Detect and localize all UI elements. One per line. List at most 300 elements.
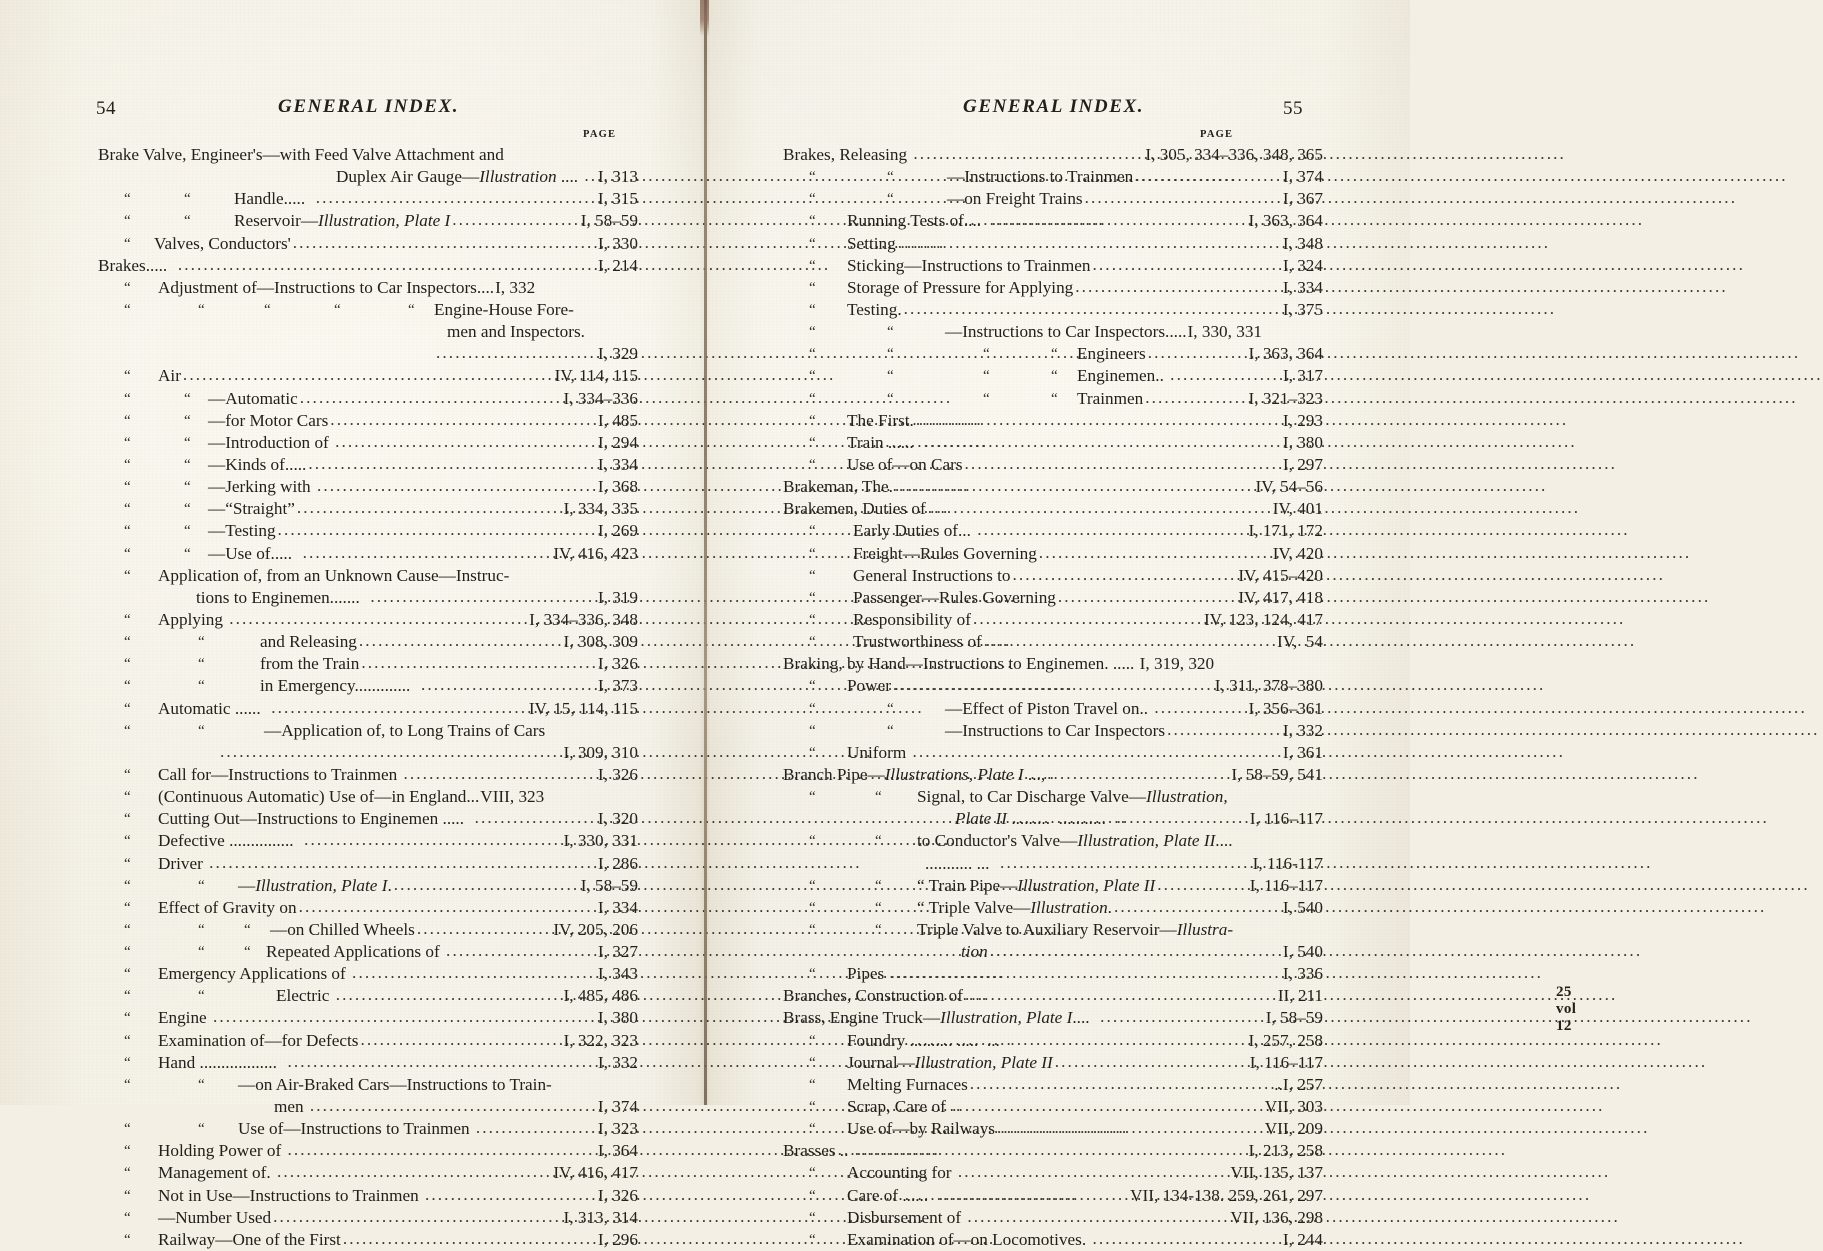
index-entry	[783, 210, 1323, 232]
index-entry	[98, 166, 638, 188]
index-entry-text: —Kinds of.....	[208, 454, 307, 474]
ditto-mark: “	[809, 744, 816, 761]
ditto-mark: “	[809, 678, 816, 695]
index-entry	[783, 587, 1323, 609]
index-entry-text: Brasses ..	[783, 1141, 853, 1161]
dot-leader	[1075, 276, 1280, 298]
index-entry-text: Setting	[847, 233, 896, 253]
dot-leader	[1145, 387, 1245, 409]
index-entry-reference: I, 311, 378–380	[1214, 676, 1323, 696]
ditto-mark: “	[875, 789, 882, 806]
ditto-mark: “	[184, 501, 191, 518]
index-entry	[783, 277, 1323, 299]
ditto-mark: “	[809, 169, 816, 186]
dot-leader	[1010, 1029, 1245, 1051]
ditto-mark: “	[809, 722, 816, 739]
index-entry	[98, 853, 638, 875]
index-entry	[783, 609, 1323, 631]
index-entry-reference: I, 213, 258	[1248, 1141, 1323, 1161]
dot-leader	[361, 652, 595, 674]
index-entry-reference: I, 320	[597, 809, 638, 829]
ditto-mark: “	[124, 279, 131, 296]
ditto-mark: “	[184, 412, 191, 429]
index-entry-reference: I, 326	[597, 764, 638, 784]
index-entry-text: Trainmen	[1077, 388, 1144, 408]
dot-leader	[403, 763, 594, 785]
index-entry-reference: I, 257, 258	[1248, 1030, 1323, 1050]
book-gutter	[704, 0, 707, 1105]
index-entry	[98, 543, 638, 565]
page-folio-left: 54	[96, 98, 116, 119]
index-entry	[98, 1207, 638, 1229]
index-entry	[783, 1074, 1323, 1096]
index-entry-text: Use of—by Railways	[847, 1119, 995, 1139]
index-entry	[98, 210, 638, 232]
ditto-mark: “	[124, 722, 131, 739]
index-entry	[98, 565, 638, 587]
dot-leader	[898, 232, 1280, 254]
ditto-mark: “	[887, 346, 894, 363]
index-entry-text: Running Tests of....	[847, 211, 990, 231]
index-entry	[98, 277, 638, 299]
dot-leader	[970, 1073, 1272, 1095]
ditto-mark: “	[809, 966, 816, 983]
index-entry-text: Defective ...............	[158, 831, 303, 851]
index-entry	[783, 1030, 1323, 1052]
index-entry-text: —Number Used	[158, 1207, 272, 1227]
index-entry	[783, 1096, 1323, 1118]
index-entry-text: —for Motor Cars	[208, 410, 329, 430]
index-entry-reference: I, 356–361	[1248, 698, 1323, 718]
index-entry	[98, 720, 638, 742]
index-entry-reference: I, 326	[597, 1185, 638, 1205]
dot-leader	[229, 608, 526, 630]
ditto-mark: “	[887, 368, 894, 385]
ditto-mark: “	[124, 1121, 131, 1138]
index-entry-text: Train ......	[847, 432, 923, 452]
index-entry-reference: I, 116–117	[1249, 875, 1323, 895]
index-entry-text: Engine-House Fore-	[434, 299, 574, 319]
dot-leader	[939, 1184, 1127, 1206]
index-entry	[98, 476, 638, 498]
index-entry-text: Branch Pipe—Illustrations, Plate I ...,	[783, 764, 1046, 784]
index-entry-reference: VII, 135, 137	[1230, 1163, 1323, 1183]
index-entry	[783, 410, 1323, 432]
index-entry-reference: I, 315	[597, 189, 638, 209]
ditto-mark: “	[809, 324, 816, 341]
index-entry-reference: I, 319	[597, 587, 638, 607]
ditto-mark: “	[875, 899, 882, 916]
dot-leader	[958, 1161, 1228, 1183]
ditto-mark: “	[198, 1121, 205, 1138]
index-entry	[783, 720, 1323, 742]
index-entry-reference: IV, 123, 124, 417	[1203, 609, 1323, 629]
index-entry	[783, 897, 1323, 919]
ditto-mark: “	[809, 1032, 816, 1049]
ditto-mark: “	[198, 988, 205, 1005]
ditto-mark: “	[809, 1231, 816, 1248]
index-entry	[783, 432, 1323, 454]
index-entry-text: —Application of, to Long Trains of Cars	[264, 720, 546, 740]
dot-leader	[343, 1228, 595, 1250]
index-entry-reference: I, 334	[1282, 277, 1323, 297]
dot-leader	[317, 475, 595, 497]
ditto-mark: “	[124, 213, 131, 230]
index-entry-reference: I, 296	[597, 1229, 638, 1249]
dot-leader	[287, 1139, 594, 1161]
running-head-left: GENERAL INDEX.	[278, 96, 460, 117]
index-entry	[98, 897, 638, 919]
ditto-mark: “	[809, 213, 816, 230]
index-entry-text: Automatic ......	[158, 698, 270, 718]
dot-leader	[904, 298, 1280, 320]
index-entry-reference: I, 313	[597, 167, 638, 187]
dot-leader	[967, 1206, 1227, 1228]
index-entry	[98, 875, 638, 897]
dot-leader	[304, 829, 560, 851]
ditto-mark: “	[264, 301, 271, 318]
dot-leader	[273, 1206, 560, 1228]
index-entry	[783, 543, 1323, 565]
index-entry-text: tion	[961, 942, 988, 962]
index-entry-text: Care of ......	[847, 1185, 937, 1205]
index-entry-text: Journal—Illustration, Plate II	[847, 1052, 1053, 1072]
index-entry	[98, 808, 638, 830]
ditto-mark: “	[124, 634, 131, 651]
page-folio-right: 55	[1283, 98, 1303, 119]
index-entry	[98, 1118, 638, 1140]
index-entry	[783, 321, 1323, 343]
index-entry-reference: I, 309, 310	[563, 742, 638, 762]
index-entry-reference: I, 330, 331	[563, 831, 638, 851]
index-entry-reference: IV, 114, 115	[554, 366, 638, 386]
index-entry	[98, 1007, 638, 1029]
ditto-mark: “	[124, 811, 131, 828]
index-entry-reference: IV, 401	[1272, 499, 1323, 519]
index-entry	[98, 675, 638, 697]
index-entry-text: Early Duties of...	[853, 521, 976, 541]
ditto-mark: “	[124, 434, 131, 451]
index-entry-reference: I, 380	[1282, 432, 1323, 452]
ditto-mark: “	[809, 1165, 816, 1182]
dot-leader	[475, 807, 595, 829]
index-entry-text: —on Chilled Wheels	[270, 919, 415, 939]
dot-leader	[891, 962, 1280, 984]
index-entry-reference: IV, 205, 206	[553, 919, 638, 939]
dot-leader	[308, 453, 595, 475]
dot-leader	[924, 431, 1280, 453]
index-entry	[783, 1229, 1323, 1251]
index-entry-text: Brakeman, The.	[783, 477, 893, 497]
index-entry	[98, 321, 638, 343]
index-entry-reference: I, 540	[1282, 897, 1323, 917]
index-entry-reference: VII, 209	[1264, 1119, 1323, 1139]
index-entry-reference: II, 211	[1277, 986, 1323, 1006]
index-entry-reference: I, 375	[1282, 299, 1323, 319]
ditto-mark: “	[184, 390, 191, 407]
index-entry-text: Application of, from an Unknown Cause—Instruc-	[158, 565, 510, 585]
index-entry-text: Braking, by Hand—Instructions to Enginemen. .....	[783, 654, 1135, 674]
ditto-mark: “	[124, 523, 131, 540]
index-entry	[783, 343, 1323, 365]
index-entry	[98, 985, 638, 1007]
ditto-mark: “	[198, 656, 205, 673]
index-entry-text: (Continuous Automatic) Use of—in England...	[158, 787, 480, 807]
right-page	[705, 0, 1577, 1249]
dot-leader	[997, 1117, 1262, 1139]
index-entry-text: Air	[158, 366, 181, 386]
ditto-mark: “	[983, 390, 990, 407]
index-entry-reference: IV, 416, 423	[553, 543, 638, 563]
index-entry-text: —Instructions to Trainmen	[947, 167, 1134, 187]
dot-leader	[421, 674, 595, 696]
dot-leader	[913, 741, 1280, 763]
ditto-mark: “	[124, 877, 131, 894]
ditto-mark: “	[124, 656, 131, 673]
index-entry	[98, 188, 638, 210]
index-entry-list-left	[98, 144, 638, 1251]
index-entry-reference: I, 319, 320	[1135, 654, 1215, 674]
running-head-right: GENERAL INDEX.	[963, 96, 1145, 117]
ditto-mark: “	[124, 899, 131, 916]
index-entry-text: Passenger—Rules Governing	[853, 587, 1056, 607]
index-entry-text: Signal, to Car Discharge Valve—Illustration,	[917, 787, 1228, 807]
index-entry-reference: I, 332	[597, 1052, 638, 1072]
index-entry-text: Use of—Instructions to Trainmen	[238, 1119, 474, 1139]
page-column-label-right: PAGE	[1200, 129, 1234, 140]
index-entry-text: Melting Furnaces	[847, 1074, 968, 1094]
ditto-mark: “	[184, 434, 191, 451]
index-entry-text: men and Inspectors.	[447, 322, 585, 342]
ditto-mark: “	[809, 301, 816, 318]
index-entry	[783, 631, 1323, 653]
dot-leader	[178, 254, 595, 276]
dot-leader	[1055, 1051, 1247, 1073]
index-entry-text: Examination of—on Locomotives.	[847, 1229, 1091, 1249]
dot-leader	[965, 984, 1275, 1006]
index-entry-reference: I, 116-117	[1252, 853, 1323, 873]
ditto-mark: “	[124, 1010, 131, 1027]
index-entry-reference: I, 313, 314	[563, 1207, 638, 1227]
dot-leader	[183, 364, 552, 386]
dot-leader	[277, 1161, 550, 1183]
index-entry	[98, 1185, 638, 1207]
index-entry-reference: I, 171, 172	[1248, 521, 1323, 541]
index-entry	[783, 653, 1323, 675]
index-entry-text: Emergency Applications of	[158, 964, 351, 984]
index-entry-reference: I, 485, 486	[563, 986, 638, 1006]
ditto-mark: “	[244, 944, 251, 961]
index-entry-text: Railway—One of the First	[158, 1229, 341, 1249]
index-entry-reference: I, 334–336, 348	[529, 609, 638, 629]
index-entry	[98, 233, 638, 255]
dot-leader	[984, 630, 1270, 652]
index-entry-reference: I, 293	[1282, 410, 1323, 430]
index-entry	[98, 786, 638, 808]
index-entry-text: —Instructions to Car Inspectors	[945, 720, 1166, 740]
ditto-mark: “	[184, 545, 191, 562]
ditto-mark: “	[124, 368, 131, 385]
index-entry	[98, 343, 638, 365]
dot-leader	[1167, 719, 1280, 741]
index-entry-text: Use of—on Cars	[847, 454, 963, 474]
dot-leader	[1135, 165, 1280, 187]
index-entry-text: —Testing	[208, 521, 276, 541]
index-entry-text: —on Air-Braked Cars—Instructions to Train-	[238, 1074, 552, 1094]
ditto-mark: “	[124, 1187, 131, 1204]
index-entry	[783, 919, 1323, 941]
dot-leader	[916, 409, 1280, 431]
ditto-mark: “	[124, 545, 131, 562]
ditto-mark: “	[124, 766, 131, 783]
ditto-mark: “	[983, 368, 990, 385]
dot-leader	[1148, 342, 1246, 364]
index-entry-reference: I, 305, 334–336, 348, 365	[1145, 145, 1323, 164]
ditto-mark: “	[809, 1099, 816, 1116]
index-entry-text: —Automatic	[208, 388, 298, 408]
index-entry-reference: I, 332	[1282, 720, 1323, 740]
dot-leader	[213, 1006, 595, 1028]
index-entry-text: Foundry .......... ..... ...	[847, 1030, 1009, 1050]
ditto-mark: “	[1051, 346, 1058, 363]
dot-leader	[1154, 697, 1245, 719]
index-entry-reference: I, 329	[597, 344, 638, 364]
index-entry-text: —Introduction of	[208, 432, 334, 452]
index-entry	[98, 941, 638, 963]
index-entry-text: Holding Power of	[158, 1141, 286, 1161]
dot-leader	[855, 1139, 1246, 1161]
ditto-mark: “	[198, 301, 205, 318]
ditto-mark: “	[809, 789, 816, 806]
index-entry	[98, 764, 638, 786]
dot-leader	[310, 1095, 595, 1117]
index-entry-reference: I, 116–117	[1249, 809, 1323, 829]
index-entry	[783, 1140, 1323, 1162]
dot-leader	[300, 387, 561, 409]
index-entry-reference: IV, 415–420	[1238, 565, 1323, 585]
index-entry	[783, 985, 1323, 1007]
index-entry-text: men	[274, 1097, 308, 1117]
ditto-mark: “	[887, 700, 894, 717]
index-entry-text: Brakes, Releasing	[783, 145, 912, 164]
index-entry-reference: IV, 416, 417	[553, 1163, 638, 1183]
index-entry-reference: I, 116–117	[1249, 1052, 1323, 1072]
index-entry-text: Cutting Out—Instructions to Enginemen .....	[158, 809, 473, 829]
ditto-mark: “	[809, 456, 816, 473]
index-entry-text: Brakes.....	[98, 255, 176, 275]
dot-leader	[990, 940, 1280, 962]
index-entry-text: Duplex Air Gauge—Illustration ....	[336, 167, 583, 187]
index-entry-reference: ..I, 257	[1274, 1074, 1323, 1094]
index-entry-text: Branches, Construction of	[783, 986, 963, 1006]
dot-leader	[1100, 1006, 1263, 1028]
dot-leader	[952, 1095, 1262, 1117]
index-entry	[783, 786, 1323, 808]
index-entry-reference: I, 330, 331	[1187, 322, 1263, 342]
dot-leader	[1085, 187, 1276, 209]
book-gutter-top-stain	[700, 0, 709, 36]
ditto-mark: “	[809, 1054, 816, 1071]
dot-leader	[895, 475, 1253, 497]
index-entry-reference: I, 373	[597, 676, 638, 696]
index-entry	[98, 410, 638, 432]
ditto-mark: “	[334, 301, 341, 318]
ditto-mark: “	[809, 545, 816, 562]
index-entry-reference: I, 374	[597, 1097, 638, 1117]
index-entry	[98, 698, 638, 720]
index-entry-text: Disbursement of	[847, 1207, 966, 1227]
dot-leader	[335, 431, 595, 453]
index-entry	[783, 166, 1323, 188]
index-entry	[783, 963, 1323, 985]
ditto-mark: “	[198, 634, 205, 651]
dot-leader	[1093, 254, 1280, 276]
index-entry-reference: I, 324	[1282, 255, 1323, 275]
dot-leader	[913, 143, 1142, 165]
index-entry-reference: I, 367	[1278, 189, 1323, 209]
ditto-mark: “	[244, 921, 251, 938]
index-entry-reference: I, 214	[597, 255, 638, 275]
index-entry	[98, 255, 638, 277]
ditto-mark: “	[408, 301, 415, 318]
ditto-mark: “	[124, 1165, 131, 1182]
ditto-mark: “	[124, 611, 131, 628]
index-entry	[783, 808, 1323, 830]
index-entry-reference: VII, 134-138. 259, 261, 297	[1130, 1185, 1323, 1205]
dot-leader	[1047, 763, 1228, 785]
dot-leader	[297, 497, 561, 519]
index-entry-text: Handle.....	[234, 189, 314, 209]
index-entry-reference: I, 348	[1282, 233, 1323, 253]
index-entry-reference: I, 323	[597, 1119, 638, 1139]
ditto-mark: “	[887, 191, 894, 208]
index-entry	[98, 653, 638, 675]
index-entry-reference: I, 294	[597, 432, 638, 452]
index-entry	[783, 1007, 1323, 1029]
dot-leader	[220, 741, 561, 763]
index-entry	[783, 853, 1323, 875]
index-entry-text: —Use of.....	[208, 543, 301, 563]
ditto-mark: “	[124, 966, 131, 983]
index-entry	[783, 144, 1323, 166]
index-entry-reference: I, 321–323	[1248, 388, 1323, 408]
index-entry-reference: I, 380	[597, 1008, 638, 1028]
index-entry-reference: I, 363, 364	[1248, 211, 1323, 231]
dot-leader	[278, 519, 595, 541]
index-entry-reference: I, 330	[597, 233, 638, 253]
ditto-mark: “	[887, 169, 894, 186]
index-entry-reference: I, 364	[597, 1141, 638, 1161]
index-entry-text: Pipes	[847, 964, 889, 984]
dot-leader	[299, 896, 595, 918]
dot-leader	[425, 1184, 595, 1206]
index-entry	[783, 565, 1323, 587]
index-entry	[98, 432, 638, 454]
index-entry	[98, 454, 638, 476]
index-entry-text: Accounting for	[847, 1163, 956, 1183]
index-entry-reference: I, 374	[1282, 167, 1323, 187]
ditto-mark: “	[198, 678, 205, 695]
index-entry	[98, 1162, 638, 1184]
index-entry-text: “ Triple Valve—Illustration.	[917, 897, 1112, 917]
index-entry	[98, 631, 638, 653]
dot-leader	[293, 232, 595, 254]
ditto-mark: “	[809, 346, 816, 363]
ditto-mark: “	[809, 1187, 816, 1204]
index-entry-text: Engine	[158, 1008, 211, 1028]
index-entry	[783, 742, 1323, 764]
dot-leader	[330, 409, 595, 431]
